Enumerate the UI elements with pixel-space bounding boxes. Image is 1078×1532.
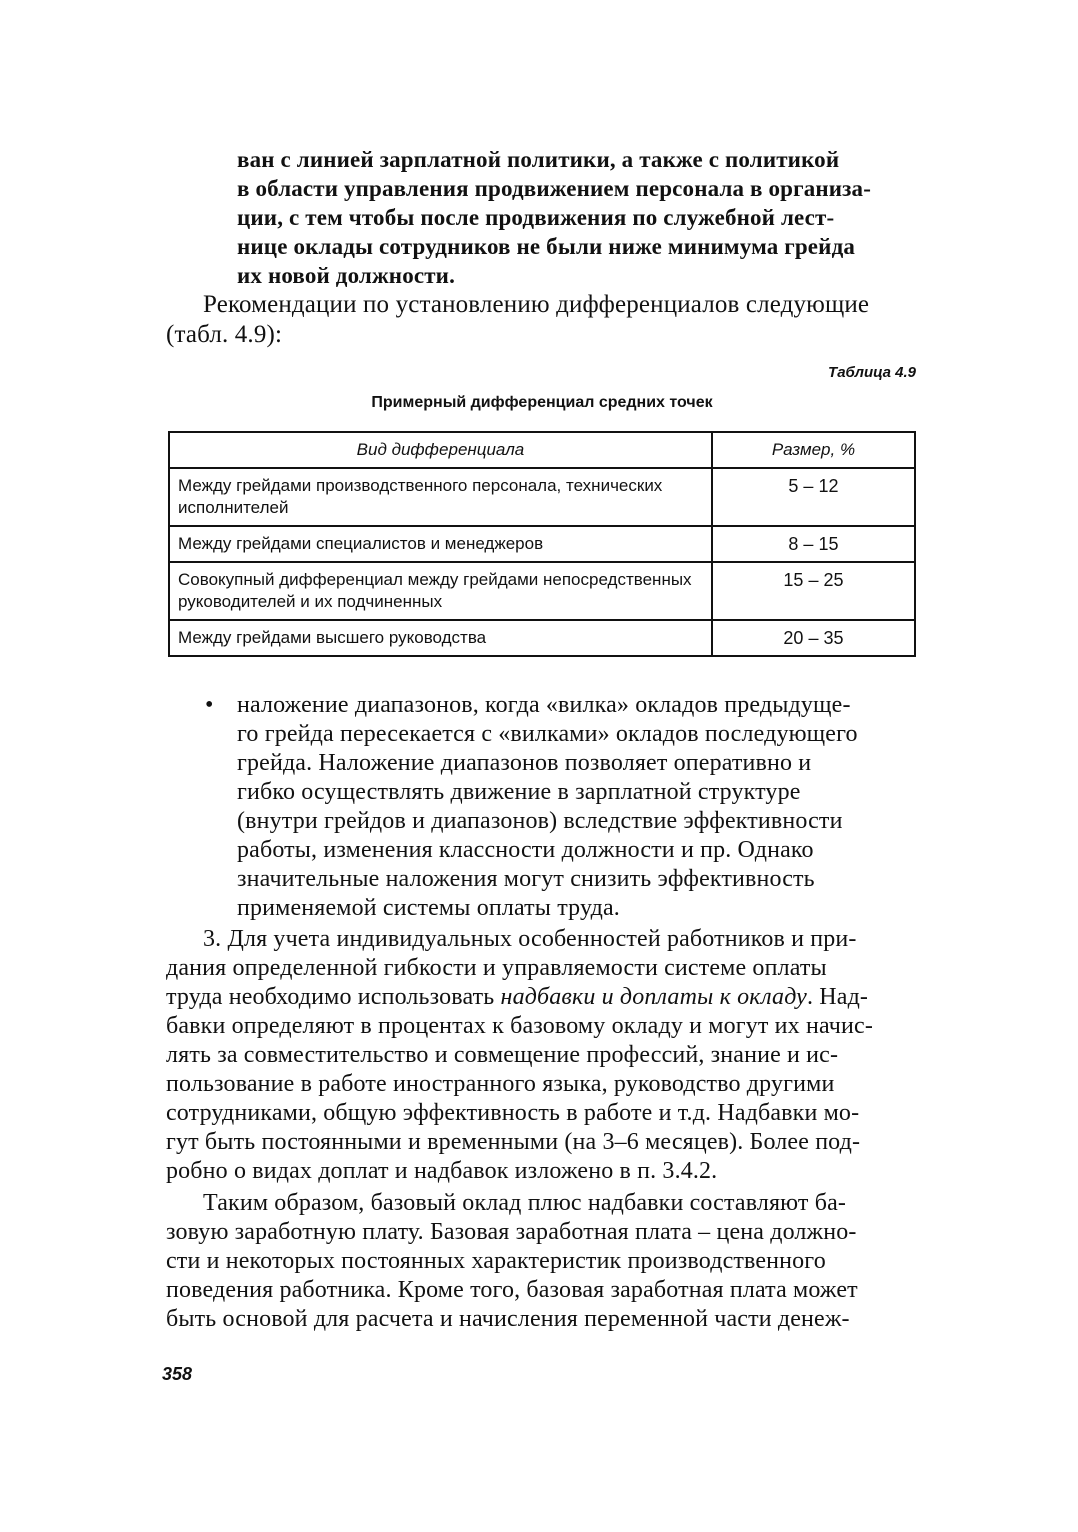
table-header-row (169, 432, 915, 468)
table-cell-kind: Между грейдами производственного персонала, технических исполнителей (169, 468, 712, 526)
table-row (169, 562, 915, 620)
paragraph3-line-8: гут быть постоянными и временными (на 3–6 месяцев). Более под- (166, 1129, 861, 1155)
table-row (169, 468, 915, 526)
paragraph4-line-5: быть основой для расчета и начисления переменной части денеж- (166, 1306, 850, 1332)
paragraph3-line-4: бавки определяют в процентах к базовому окладу и могут их начис- (166, 1013, 873, 1039)
table-caption: Таблица 4.9 (828, 364, 916, 381)
bullet-line-8: применяемой системы оплаты труда. (237, 895, 620, 921)
bullet-line-1: наложение диапазонов, когда «вилка» окладов предыдуще- (237, 692, 851, 718)
table-cell-value: 8 – 15 (712, 526, 915, 562)
table-cell-value: 15 – 25 (712, 562, 915, 620)
paragraph3-line-3-emphasis: надбавки и доплаты к окладу (500, 984, 807, 1010)
table-cell-kind: Совокупный дифференциал между грейдами непосредственных руководителей и их подчиненных (169, 562, 712, 620)
bullet-line-6: работы, изменения классности должности и пр. Однако (237, 837, 814, 863)
table-header-kind: Вид дифференциала (169, 432, 712, 468)
bullet-marker: • (205, 692, 214, 718)
table-row (169, 620, 915, 656)
paragraph2-line-1: Рекомендации по установлению дифференциалов следующие (203, 291, 870, 318)
paragraph3-line-5: лять за совместительство и совмещение профессий, знание и ис- (166, 1042, 839, 1068)
paragraph1-line-3: ции, с тем чтобы после продвижения по служебной лест- (237, 205, 835, 230)
paragraph1-line-5: их новой должности. (237, 263, 455, 288)
paragraph2-line-2: (табл. 4.9): (166, 321, 283, 348)
page-number: 358 (162, 1364, 193, 1384)
table-header-size: Размер, % (712, 432, 915, 468)
bullet-line-3: грейда. Наложение диапазонов позволяет оперативно и (237, 750, 812, 776)
bullet-line-7: значительные наложения могут снизить эффективность (237, 866, 815, 892)
bullet-line-2: го грейда пересекается с «вилками» окладов последующего (237, 721, 858, 747)
paragraph4-line-3: сти и некоторых постоянных характеристик производственного (166, 1248, 826, 1274)
paragraph3-line-6: пользование в работе иностранного языка, руководство другими (166, 1071, 835, 1097)
paragraph3-line-3-pre: труда необходимо использовать (166, 984, 501, 1010)
differential-table (168, 431, 916, 657)
paragraph4-line-4: поведения работника. Кроме того, базовая заработная плата может (166, 1277, 858, 1303)
table-cell-kind: Между грейдами высшего руководства (169, 620, 712, 656)
table-title: Примерный дифференциал средних точек (371, 394, 713, 411)
paragraph3-line-9: робно о видах доплат и надбавок изложено в п. 3.4.2. (166, 1158, 718, 1184)
paragraph3-line-1: 3. Для учета индивидуальных особенностей работников и при- (203, 926, 857, 952)
paragraph1-line-4: нице оклады сотрудников не были ниже минимума грейда (237, 234, 856, 259)
paragraph4-line-1: Таким образом, базовый оклад плюс надбавки составляют ба- (203, 1190, 847, 1216)
table-row (169, 526, 915, 562)
paragraph4-line-2: зовую заработную плату. Базовая заработная плата – цена должно- (166, 1219, 857, 1245)
paragraph3-line-3-post: . Над- (806, 984, 869, 1010)
table-cell-value: 5 – 12 (712, 468, 915, 526)
table-cell-value: 20 – 35 (712, 620, 915, 656)
paragraph1-line-2: в области управления продвижением персонала в организа- (237, 176, 872, 201)
paragraph1-line-1: ван с линией зарплатной политики, а также с политикой (237, 147, 840, 172)
table-cell-kind: Между грейдами специалистов и менеджеров (169, 526, 712, 562)
bullet-line-4: гибко осуществлять движение в зарплатной структуре (237, 779, 801, 805)
paragraph3-line-7: сотрудниками, общую эффективность в работе и т.д. Надбавки мо- (166, 1100, 860, 1126)
paragraph3-line-3 (166, 982, 868, 1012)
bullet-line-5: (внутри грейдов и диапазонов) вследствие эффективности (237, 808, 843, 834)
paragraph3-line-2: дания определенной гибкости и управляемости системе оплаты (166, 955, 827, 981)
